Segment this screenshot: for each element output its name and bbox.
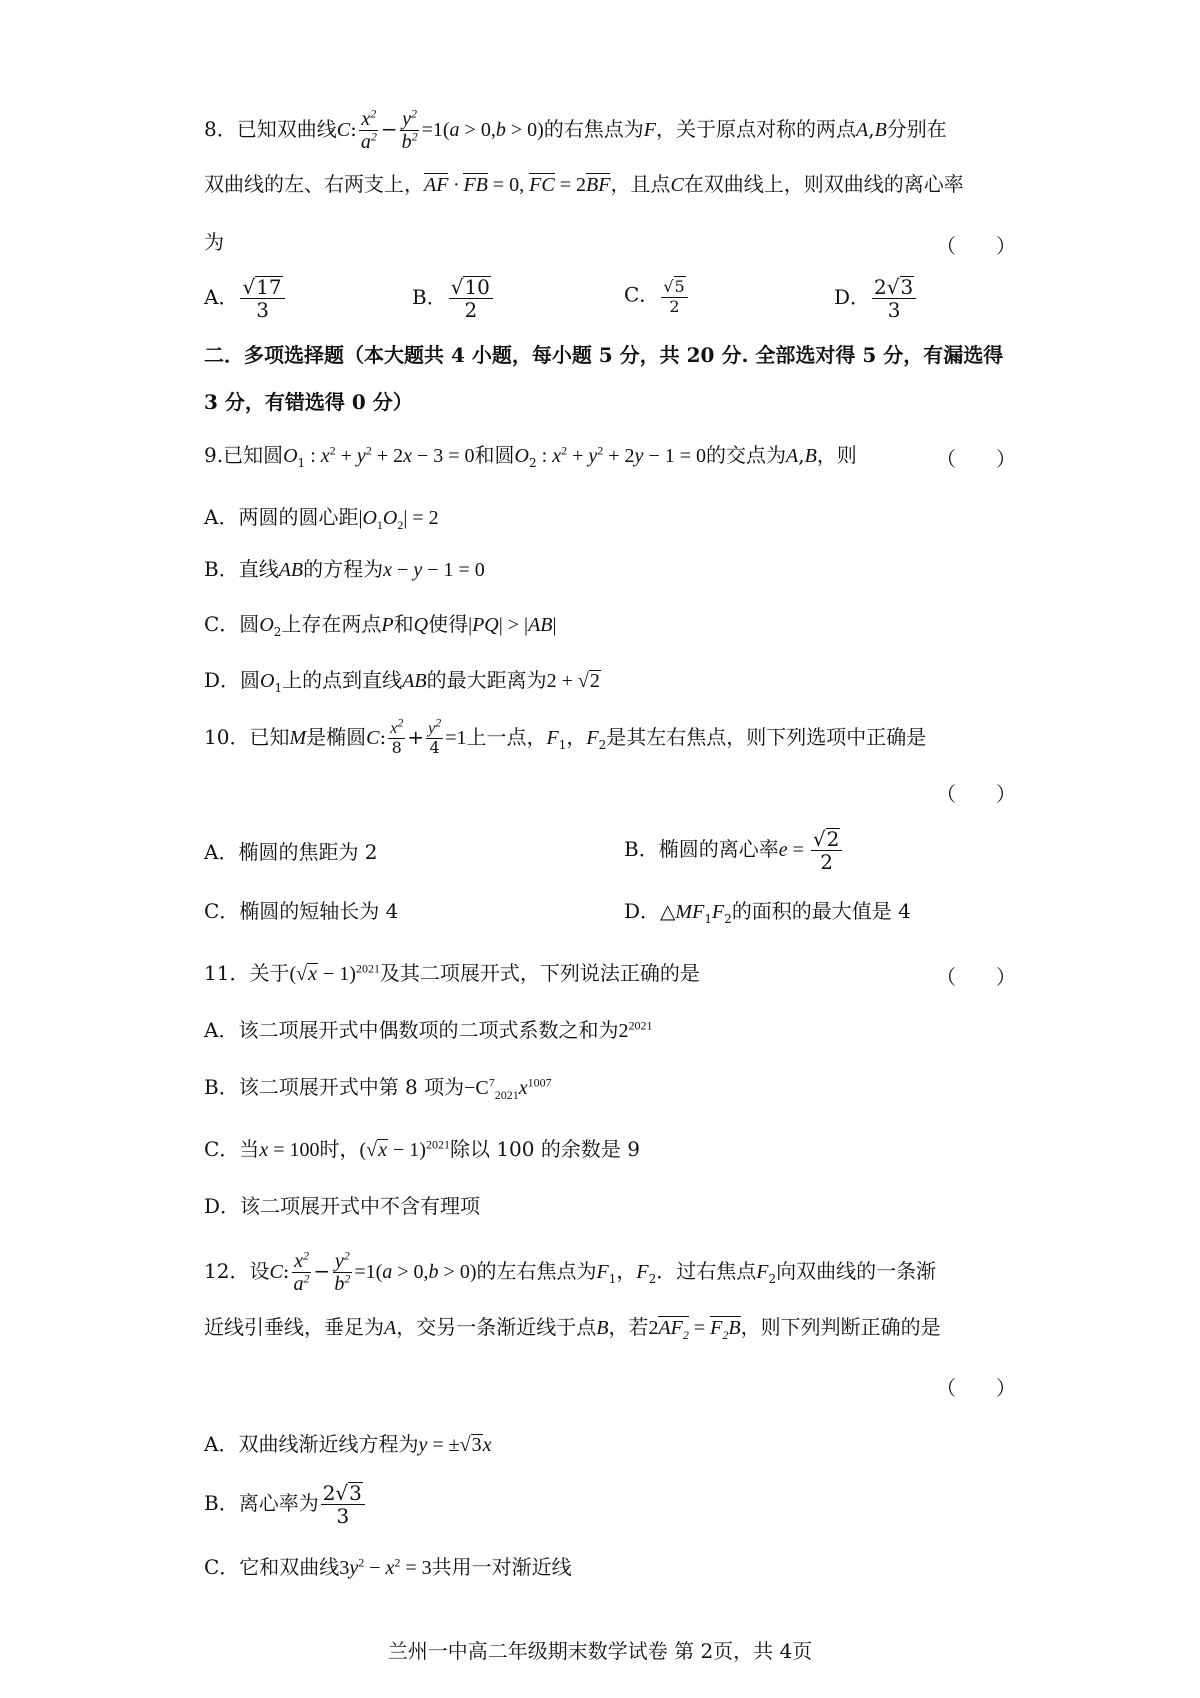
q11-stem: 11．关于$(√x - 1)^{2021}$及其二项展开式，下列说法正确的是 — [204, 961, 700, 985]
q10-option-a: A．椭圆的焦距为 2 — [204, 840, 378, 864]
q12-option-c: C．它和双曲线$3y^2 - x^2 = 3$共用一对渐近线 — [204, 1555, 572, 1579]
q9-option-c: C．圆$O_2$上存在两点P和Q使得|PQ| > |AB| — [204, 612, 557, 639]
q8-line1: 8．已知双曲线C: $\frac{x^2}{a^2}$ − $\frac{y^2}{b^2}$ =1(a > 0,b > 0)的右焦点为F，关于原点对称的两点A,B分别在 — [204, 106, 947, 153]
q11-option-a: A．该二项展开式中偶数项的二项式系数之和为$2^{2021}$ — [204, 1018, 653, 1042]
q8-option-d: D． $\frac{2√3}{3}$ — [834, 276, 918, 321]
page-footer: 兰州一中高二年级期末数学试卷 第 2页，共 4页 — [387, 1639, 813, 1663]
q10-option-d: D．$\triangle MF_1F_2$的面积的最大值是 4 — [624, 899, 911, 926]
q9-option-d: D．圆$O_1$上的点到直线AB的最大距离为2 + √2 — [204, 668, 600, 695]
q8-line3: 为 — [204, 230, 224, 254]
q8-option-c: C． $\frac{√5}{2}$ — [624, 276, 690, 316]
q12-answer-bracket: （ ） — [936, 1376, 1016, 1400]
q11-option-c: C．当x = 100时，$(√x - 1)^{2021}$除以 100 的余数是 9 — [204, 1137, 640, 1161]
q12-option-a: A．双曲线渐近线方程为y = ±√3x — [204, 1432, 492, 1456]
section-2-header-cont: 3 分，有错选得 0 分） — [204, 390, 413, 414]
q11-answer-bracket: （ ） — [936, 965, 1016, 989]
q8-option-b: B． $\frac{√10}{2}$ — [412, 276, 495, 321]
q9-option-a: A．两圆的圆心距$|O_1O_2| = 2$ — [204, 505, 439, 532]
q8-options — [204, 276, 287, 321]
q8-option-a: A． $\frac{√17}{3}$ — [204, 285, 287, 309]
q10-answer-bracket: （ ） — [936, 782, 1016, 806]
q8-line2: 双曲线的左、右两支上，AF · FB = 0, FC = 2BF，且点C在双曲线上，则双曲线的离心率 — [204, 172, 964, 196]
q9-answer-bracket: （ ） — [936, 447, 1016, 471]
q10-option-b: B．椭圆的离心率e = $\frac{√2}{2}$ — [624, 828, 844, 873]
q12-stem-line1: 12．设C: $\frac{x^2}{a^2}$ − $\frac{y^2}{b^2}$ =1(a > 0,b > 0)的左右焦点为$F_1$，$F_2$．过右焦点$F_2$向双曲线的一条渐 — [204, 1248, 937, 1295]
q9-option-b: B．直线AB的方程为x − y − 1 = 0 — [204, 557, 485, 581]
q10-option-c: C．椭圆的短轴长为 4 — [204, 899, 399, 923]
q8-answer-bracket: （ ） — [936, 234, 1016, 258]
q12-option-b: B．离心率为 $\frac{2√3}{3}$ — [204, 1482, 367, 1527]
q10-stem: 10．已知M是椭圆C: $\frac{x^2}{8}$ + $\frac{y^2}{4}$ =1上一点，$F_1$，$F_2$是其左右焦点，则下列选项中正确是 — [204, 715, 927, 757]
q12-stem-line2: 近线引垂线，垂足为A，交另一条渐近线于点B，若$2AF_2 = F_2B$，则下列判断正确的是 — [204, 1315, 941, 1342]
q11-option-d: D．该二项展开式中不含有理项 — [204, 1194, 481, 1218]
q9-stem: 9.已知圆$O_1$ : $x^2 + y^2 + 2x - 3 = 0$和圆$O_2$ : $x^2 + y^2 + 2y - 1 = 0$的交点为A,B，则 — [204, 443, 857, 470]
section-2-header: 二．多项选择题（本大题共 4 小题，每小题 5 分，共 20 分. 全部选对得 5 分，有漏选得 — [204, 343, 1004, 367]
q11-option-b: B．该二项展开式中第 8 项为$-C^7_{2021}x^{1007}$ — [204, 1075, 552, 1102]
